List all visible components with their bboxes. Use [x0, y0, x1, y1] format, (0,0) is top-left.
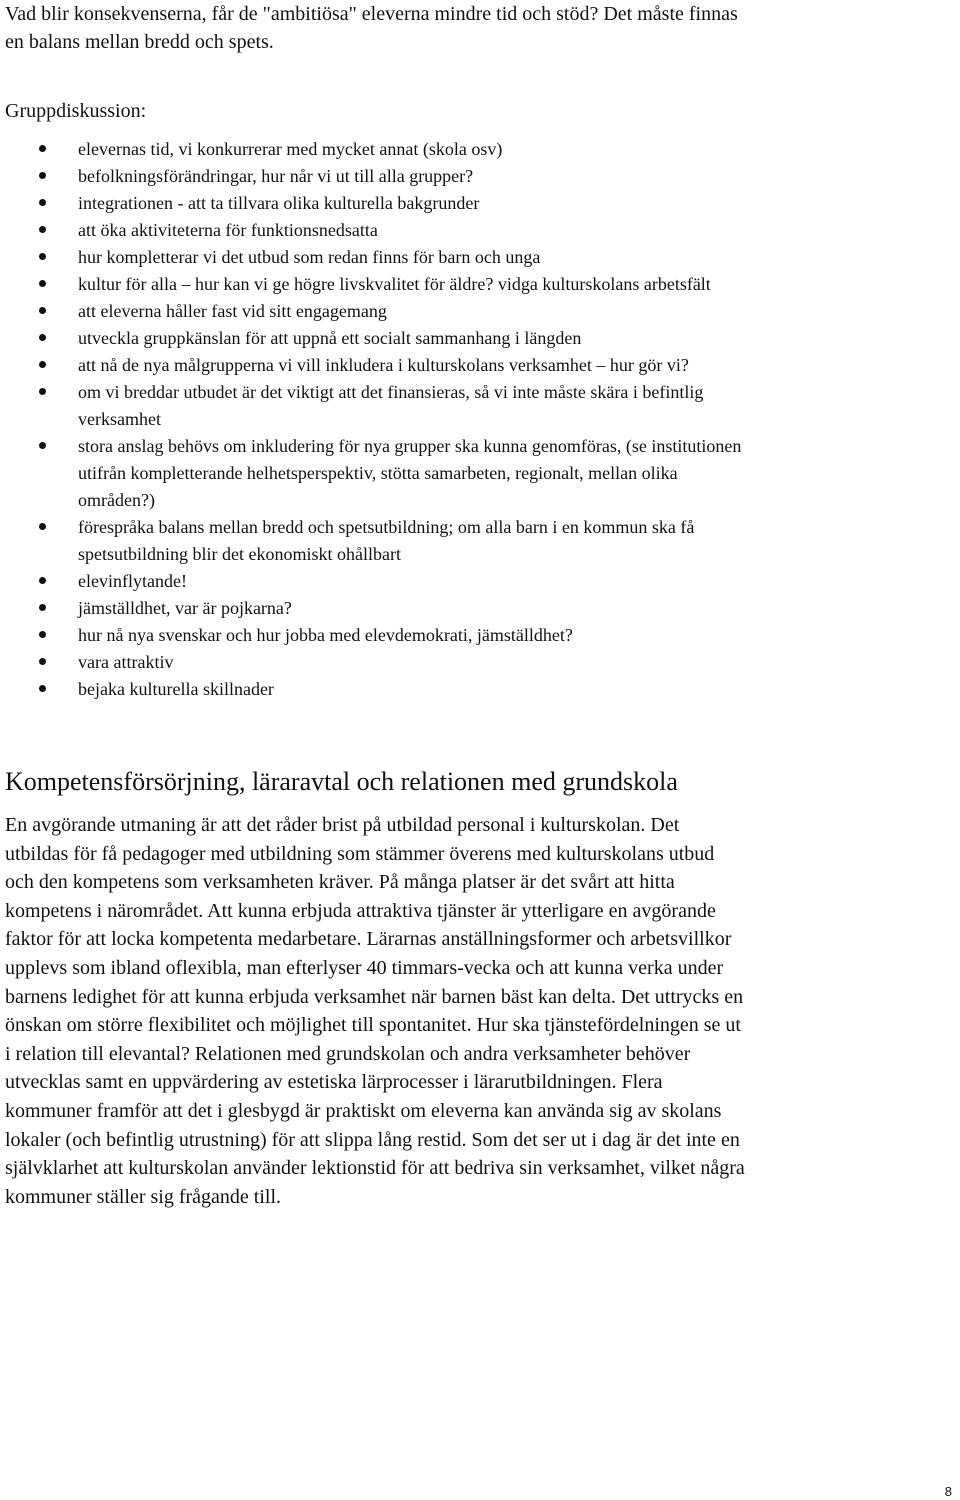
page-number: 8 [944, 1484, 952, 1499]
bullet-icon [39, 388, 46, 395]
bullet-icon [39, 658, 46, 665]
bullet-icon [39, 280, 46, 287]
list-item-text: att eleverna håller fast vid sitt engagemang [78, 301, 387, 321]
bullet-icon [39, 307, 46, 314]
bullet-icon [39, 577, 46, 584]
list-item [5, 676, 745, 703]
list-item-text: bejaka kulturella skillnader [78, 679, 274, 699]
list-item-text: vara attraktiv [78, 652, 174, 672]
bullet-icon [39, 685, 46, 692]
bullet-icon [39, 334, 46, 341]
list-item [5, 568, 745, 595]
intro-paragraph: Vad blir konsekvenserna, får de "ambitiösa" eleverna mindre tid och stöd? Det måste finnas en balans mellan bredd och spets. [5, 3, 738, 53]
list-item-text: elevernas tid, vi konkurrerar med mycket annat (skola osv) [78, 139, 503, 159]
group-discussion-label: Gruppdiskussion: [5, 100, 147, 122]
bullet-icon [39, 145, 46, 152]
list-item [5, 136, 745, 163]
list-item [5, 433, 745, 514]
list-item [5, 325, 745, 352]
bullet-icon [39, 631, 46, 638]
list-item [5, 217, 745, 244]
section-heading: Kompetensförsörjning, läraravtal och relationen med grundskola [5, 767, 678, 796]
list-item-text: hur kompletterar vi det utbud som redan finns för barn och unga [78, 247, 541, 267]
list-item-text: utveckla gruppkänslan för att uppnå ett socialt sammanhang i längden [78, 328, 582, 348]
bullet-icon [39, 361, 46, 368]
list-item [5, 190, 745, 217]
list-item-text: integrationen - att ta tillvara olika kulturella bakgrunder [78, 193, 480, 213]
list-item-text: kultur för alla – hur kan vi ge högre livskvalitet för äldre? vidga kulturskolans arbetsfält [78, 274, 711, 294]
bullet-icon [39, 199, 46, 206]
list-item [5, 514, 745, 568]
list-item-text: om vi breddar utbudet är det viktigt att det finansieras, så vi inte måste skära i befintlig verksamhet [78, 382, 704, 429]
list-item-text: elevinflytande! [78, 571, 187, 591]
bullet-icon [39, 253, 46, 260]
list-item-text: hur nå nya svenskar och hur jobba med elevdemokrati, jämställdhet? [78, 625, 573, 645]
list-item [5, 595, 745, 622]
list-item [5, 649, 745, 676]
list-item [5, 352, 745, 379]
list-item-text: jämställdhet, var är pojkarna? [78, 598, 292, 618]
bullet-icon [39, 523, 46, 530]
list-item-text: stora anslag behövs om inkludering för nya grupper ska kunna genomföras, (se institutionen utifrån kompletterande helhetsperspektiv, stötta samarbeten, regionalt, mellan olika områden?) [78, 436, 742, 510]
section-body-paragraph: En avgörande utmaning är att det råder brist på utbildad personal i kulturskolan. Det utbildas för få pedagoger med utbildning som stämmer överens med kulturskolans utbud och den kompetens som verksamheten kräver. På många platser är det svårt att hitta kompetens i närområdet. Att kunna erbjuda attraktiva tjänster är ytterligare en avgörande faktor för att locka kompetenta medarbetare. Lärarnas anställningsformer och arbetsvillkor upplevs som ibland oflexibla, man efterlyser 40 timmars-vecka och att kunna verka under barnens ledighet för att kunna erbjuda verksamhet när barnen bäst kan delta. Det uttrycks en önskan om större flexibilitet och möjlighet till spontanitet. Hur ska tjänstefördelningen se ut i relation till elevantal? Relationen med grundskolan och andra verksamheter behöver utvecklas samt en uppvärdering av estetiska lärprocesser i lärarutbildningen. Flera kommuner framför att det i glesbygd är praktiskt om eleverna kan använda sig av skolans lokaler (och befintlig utrustning) för att slippa lång restid. Som det ser ut i dag är det inte en självklarhet att kulturskolan använder lektionstid för att bedriva sin verksamhet, vilket några kommuner ställer sig frågande till. [5, 814, 745, 1208]
list-item [5, 379, 745, 433]
bullet-icon [39, 442, 46, 449]
list-item-text: att öka aktiviteterna för funktionsnedsatta [78, 220, 378, 240]
list-item [5, 163, 745, 190]
discussion-list [5, 136, 745, 703]
list-item [5, 622, 745, 649]
list-item-text: att nå de nya målgrupperna vi vill inkludera i kulturskolans verksamhet – hur gör vi? [78, 355, 689, 375]
list-item [5, 271, 745, 298]
bullet-icon [39, 226, 46, 233]
list-item-text: förespråka balans mellan bredd och spetsutbildning; om alla barn i en kommun ska få spetsutbildning blir det ekonomiskt ohållbart [78, 517, 695, 564]
document-page [5, 0, 745, 1211]
bullet-icon [39, 604, 46, 611]
bullet-icon [39, 172, 46, 179]
list-item [5, 298, 745, 325]
list-item-text: befolkningsförändringar, hur når vi ut till alla grupper? [78, 166, 474, 186]
list-item [5, 244, 745, 271]
